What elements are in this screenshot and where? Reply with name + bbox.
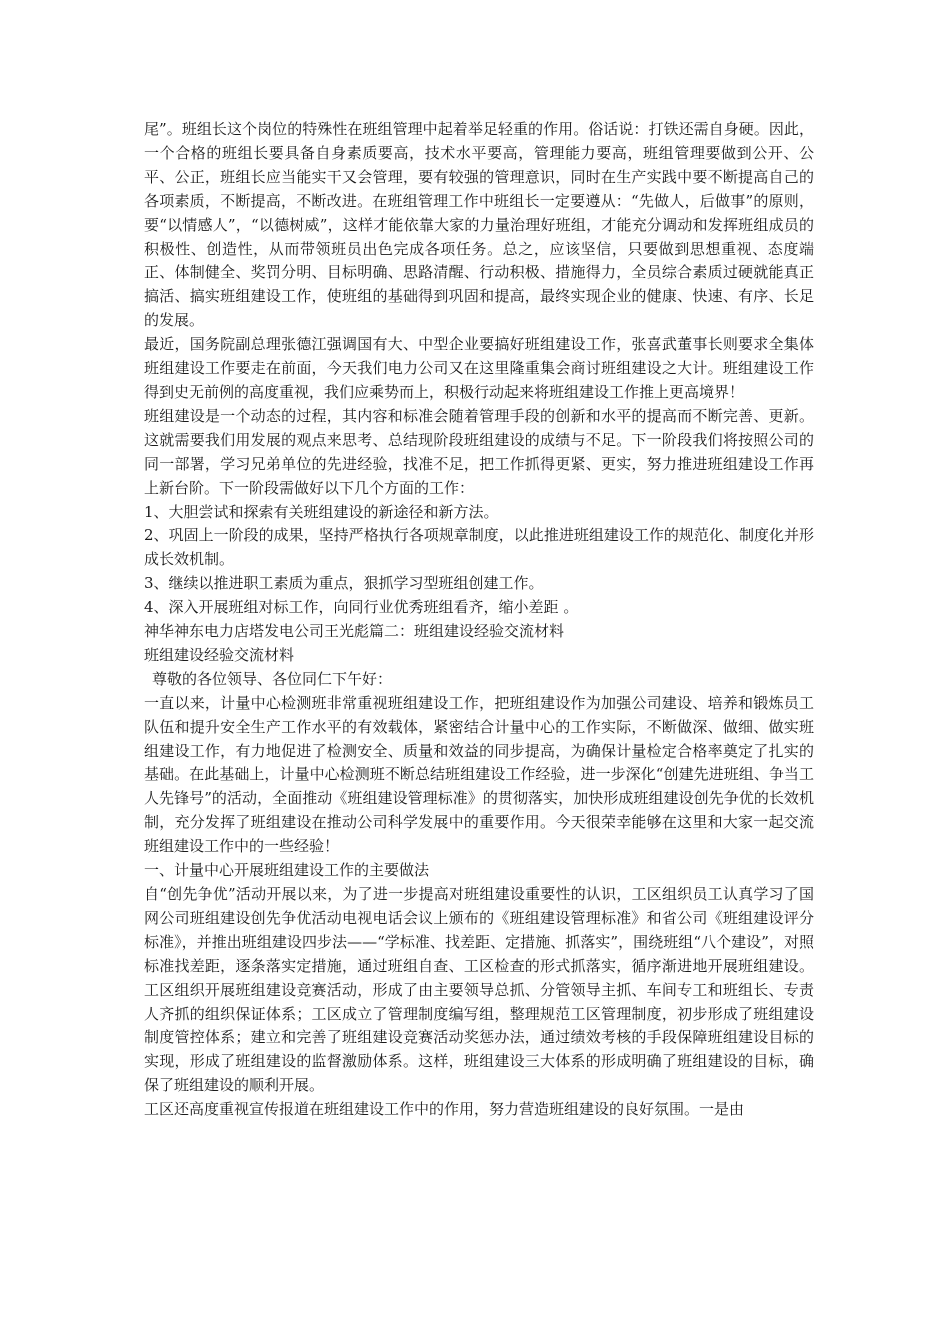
- paragraph-team-leader-role: 尾”。班组长这个岗位的特殊性在班组管理中起着举足轻重的作用。俗话说：打铁还需自身硬。因此，一个合格的班组长要具备自身素质要高，技术水平要高，管理能力要高，班组管理要做到公开、公平、公正，班组长应当能实干又会管理，要有较强的管理意识，同时在生产实践中要不断提高自己的各项素质，不断提高，不断改进。在班组管理工作中班组长一定要遵从：“先做人，后做事”的原则，要“以情感人”，“以德树威”，这样才能依靠大家的力量治理好班组，才能充分调动和发挥班组成员的积极性、创造性，从而带领班员出色完成各项任务。总之，应该坚信，只要做到思想重视、态度端正、体制健全、奖罚分明、目标明确、思路清醒、行动积极、措施得力，全员综合素质过硬就能真正搞活、搞实班组建设工作，使班组的基础得到巩固和提高，最终实现企业的健康、快速、有序、长足的发展。: [144, 120, 814, 330]
- paragraph-dynamic-process: 班组建设是一个动态的过程，其内容和标准会随着管理手段的创新和水平的提高而不断完善、更新。这就需要我们用发展的观点来思考、总结现阶段班组建设的成绩与不足。下一阶段我们将按照公司的同一部署，学习兄弟单位的先进经验，找准不足，把工作抓得更紧、更实，努力推进班组建设工作再上新台阶。下一阶段需做好以下几个方面的工作：: [144, 406, 814, 497]
- document-page: [144, 118, 814, 1122]
- list-item-1: 1、大胆尝试和探索有关班组建设的新途径和新方法。: [144, 502, 499, 521]
- greeting: 尊敬的各位领导、各位同仁下午好：: [152, 669, 393, 688]
- paragraph-main-practices: 自“创先争优”活动开展以来，为了进一步提高对班组建设重要性的认识，工区组织员工认真学习了国网公司班组建设创先争优活动电视电话会议上颁布的《班组建设管理标准》和省公司《班组建设评分标准》，并推出班组建设四步法——“学标准、找差距、定措施、抓落实”，围绕班组“八个建设”，对照标准找差距，逐条落实定措施，通过班组自查、工区检查的形式抓落实，循序渐进地开展班组建设。 工区组织开展班组建设竞赛活动，形成了由主要领导总抓、分管领导主抓、车间专工和班组长、专责人齐抓的组织保证体系；工区成立了管理制度编写组，整理规范工区管理制度，初步形成了班组建设制度管控体系；建立和完善了班组建设竞赛活动奖惩办法，通过绩效考核的手段保障班组建设目标的实现，形成了班组建设的监督激励体系。这样，班组建设三大体系的形成明确了班组建设的目标，确保了班组建设的顺利开展。: [144, 885, 814, 1095]
- list-item-4: 4、深入开展班组对标工作，向同行业优秀班组看齐，缩小差距 。: [144, 598, 579, 617]
- section-heading-main-practices: 一、计量中心开展班组建设工作的主要做法: [144, 861, 430, 880]
- list-item-3: 3、继续以推进职工素质为重点，狠抓学习型班组创建工作。: [144, 574, 544, 593]
- article-two-heading: 神华神东电力店塔发电公司王光彪篇二：班组建设经验交流材料: [144, 622, 565, 641]
- paragraph-intro: 一直以来，计量中心检测班非常重视班组建设工作，把班组建设作为加强公司建设、培养和锻炼员工队伍和提升安全生产工作水平的有效载体，紧密结合计量中心的工作实际，不断做深、做细、做实班组建设工作，有力地促进了检测安全、质量和效益的同步提高，为确保计量检定合格率奠定了扎实的基础。在此基础上，计量中心检测班不断总结班组建设工作经验，进一步深化“创建先进班组、争当工人先锋号”的活动，全面推动《班组建设管理标准》的贯彻落实，加快形成班组建设创先争优的长效机制，充分发挥了班组建设在推动公司科学发展中的重要作用。今天很荣幸能够在这里和大家一起交流班组建设工作中的一些经验！: [144, 693, 814, 856]
- list-item-2: 2、巩固上一阶段的成果，坚持严格执行各项规章制度，以此推进班组建设工作的规范化、制度化并形成长效机制。: [144, 526, 814, 569]
- paragraph-publicity: 工区还高度重视宣传报道在班组建设工作中的作用，努力营造班组建设的良好氛围。一是由: [144, 1100, 745, 1119]
- article-title: 班组建设经验交流材料: [144, 645, 295, 664]
- paragraph-recent-emphasis: 最近，国务院副总理张德江强调国有大、中型企业要搞好班组建设工作，张喜武董事长则要求全集体班组建设工作要走在前面，今天我们电力公司又在这里隆重集会商讨班组建设之大计。班组建设工作得到史无前例的高度重视，我们应乘势而上，积极行动起来将班组建设工作推上更高境界！: [144, 335, 814, 401]
